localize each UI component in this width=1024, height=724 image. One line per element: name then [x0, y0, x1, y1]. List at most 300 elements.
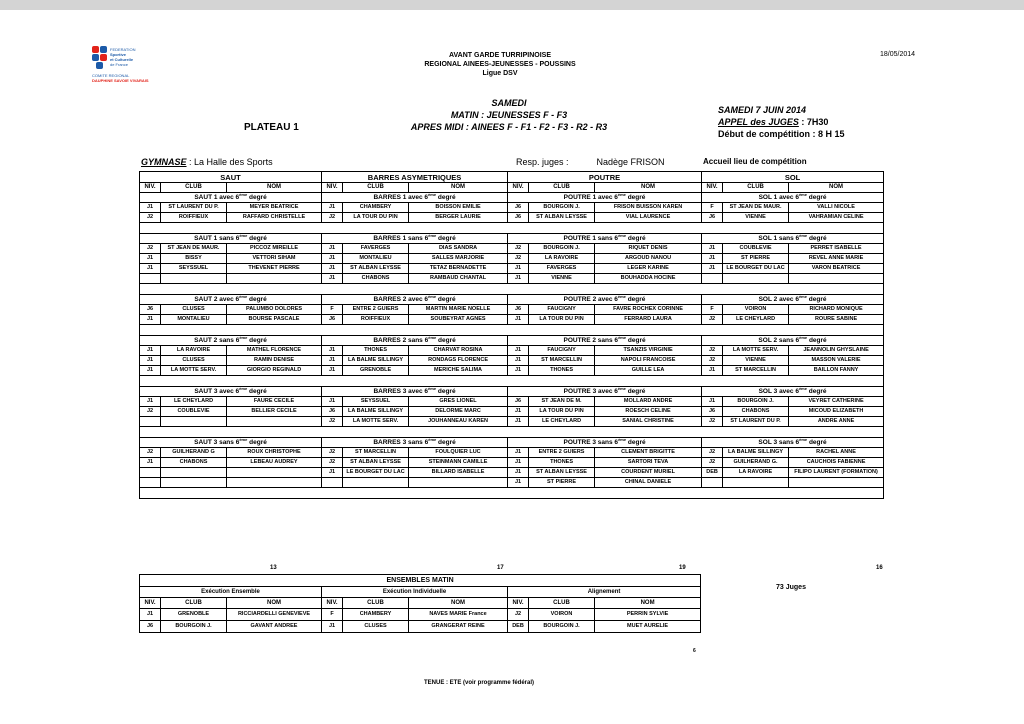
- cell-nom: MASSON VALERIE: [789, 356, 884, 366]
- cell-niv: J1: [508, 356, 529, 366]
- table-row: [140, 346, 884, 356]
- execution-individuelle-header: Exécution Individuelle: [322, 587, 508, 598]
- group-title-sup: ème: [239, 437, 248, 442]
- group-title: [140, 387, 322, 397]
- cell-niv: J2: [702, 346, 723, 356]
- column-header-club: CLUB: [723, 183, 789, 193]
- cell-niv: J1: [140, 366, 161, 376]
- group-title-text: POUTRE 1 sans 6: [563, 235, 619, 242]
- cell-nom: BAILLON FANNY: [789, 366, 884, 376]
- group-title: [702, 336, 884, 346]
- column-header-nom: NOM: [227, 598, 322, 609]
- cell-niv: F: [702, 305, 723, 315]
- group-title-row: [140, 387, 884, 397]
- cell-club: CLUSES: [161, 356, 227, 366]
- cell-nom: MICOUD ELIZABETH: [789, 407, 884, 417]
- cell-nom: VEYRET CATHERINE: [789, 397, 884, 407]
- group-title-suffix: degré: [807, 439, 827, 446]
- group-title-text: BARRES 3 avec 6: [373, 388, 429, 395]
- club-name: AVANT GARDE TURRIPINOISE: [448, 52, 552, 59]
- table-row: [140, 244, 884, 254]
- cell-nom: PERRET ISABELLE: [789, 244, 884, 254]
- group-title-suffix: degré: [436, 194, 456, 201]
- cell-club: VIENNE: [723, 356, 789, 366]
- group-title-suffix: degré: [247, 439, 267, 446]
- fscf-logo: FEDERATION Sportive et Culturelle de France COMITE REGIONAL DAUPHINE SAVOIE VIVARAIS: [92, 47, 149, 83]
- group-title-suffix: degré: [436, 388, 456, 395]
- cell-nom: BELLIER CECILE: [227, 407, 322, 417]
- cell-club: ST MARCELLIN: [343, 448, 409, 458]
- group-title: [508, 387, 702, 397]
- cell-niv: J2: [508, 609, 529, 621]
- cell-nom: PERRIN SYLVIE: [595, 609, 701, 621]
- cell-nom: MOLLARD ANDRE: [595, 397, 702, 407]
- group-title-suffix: degré: [625, 296, 646, 303]
- cell-club: THONES: [529, 366, 595, 376]
- group-title-text: SAUT 3 sans 6: [194, 439, 240, 446]
- group-title-sup: ème: [428, 335, 437, 340]
- group-title-suffix: degré: [807, 337, 827, 344]
- column-header-niv: NIV.: [702, 183, 723, 193]
- group-title-sup: ème: [239, 335, 248, 340]
- group-title-suffix: degré: [806, 296, 827, 303]
- cell-nom: MATHEL FLORENCE: [227, 346, 322, 356]
- group-title-row: [140, 438, 884, 448]
- cell-club: LA TOUR DU PIN: [343, 213, 409, 223]
- schedule-day: SAMEDI: [491, 98, 527, 108]
- group-title-suffix: degré: [247, 296, 267, 303]
- cell-nom: [227, 468, 322, 478]
- cell-nom: FERRARD LAURA: [595, 315, 702, 325]
- group-title-suffix: degré: [247, 235, 267, 242]
- cell-niv: J2: [508, 254, 529, 264]
- group-title-text: SOL 3 avec 6: [758, 388, 799, 395]
- column-header-niv: NIV.: [322, 183, 343, 193]
- cell-nom: ROESCH CELINE: [595, 407, 702, 417]
- cell-club: LA BALME SILLINGY: [343, 407, 409, 417]
- cell-nom: JEANNOLIN GHYSLAINE: [789, 346, 884, 356]
- cell-nom: RICHARD MONIQUE: [789, 305, 884, 315]
- cell-niv: J1: [140, 346, 161, 356]
- group-title-sup: ème: [798, 386, 807, 391]
- ensembles-column-header-row: [140, 598, 701, 609]
- cell-niv: J6: [140, 305, 161, 315]
- resp-value: Nadège FRISON: [596, 157, 665, 167]
- spacer-cell: [140, 325, 884, 336]
- cell-club: MONTALIEU: [161, 315, 227, 325]
- cell-club: ST JEAN DE M.: [529, 397, 595, 407]
- cell-niv: J2: [140, 244, 161, 254]
- cell-niv: [140, 478, 161, 488]
- group-title-text: SAUT 2 avec 6: [194, 296, 240, 303]
- cell-nom: VALLI NICOLE: [789, 203, 884, 213]
- group-title-suffix: degré: [247, 388, 267, 395]
- cell-niv: J2: [140, 213, 161, 223]
- table-row: [140, 305, 884, 315]
- cell-niv: J2: [140, 407, 161, 417]
- cell-niv: J6: [322, 315, 343, 325]
- group-title-text: POUTRE 2 sans 6: [563, 337, 619, 344]
- cell-nom: [227, 274, 322, 284]
- cell-niv: J2: [508, 244, 529, 254]
- column-header-nom: NOM: [227, 183, 322, 193]
- cell-club: BISSY: [161, 254, 227, 264]
- plateau-title: PLATEAU 1: [244, 122, 299, 133]
- cell-niv: J1: [322, 346, 343, 356]
- cell-nom: [789, 274, 884, 284]
- table-row: [140, 609, 701, 621]
- cell-club: [161, 478, 227, 488]
- gymnase-line: [141, 157, 273, 167]
- spacer-row: [140, 284, 884, 295]
- cell-nom: RACHEL ANNE: [789, 448, 884, 458]
- group-title-sup: ème: [798, 294, 807, 299]
- cell-niv: J6: [508, 397, 529, 407]
- group-title-text: SAUT 2 sans 6: [194, 337, 240, 344]
- group-title: [322, 438, 508, 448]
- cell-nom: PALUMBO DOLORES: [227, 305, 322, 315]
- accueil-label: Accueil lieu de compétition: [703, 157, 807, 166]
- schedule-morning: MATIN : JEUNESSES F - F3: [450, 110, 568, 120]
- cell-club: LA MOTTE SERV.: [161, 366, 227, 376]
- group-title-text: SOL 1 avec 6: [758, 194, 799, 201]
- cell-nom: GIORGIO REGINALD: [227, 366, 322, 376]
- ensembles-title: ENSEMBLES MATIN: [140, 575, 701, 587]
- cell-niv: J1: [508, 264, 529, 274]
- group-title: [702, 193, 884, 203]
- cell-niv: J1: [702, 254, 723, 264]
- column-header-club: CLUB: [529, 598, 595, 609]
- cell-niv: J1: [508, 346, 529, 356]
- table-row: [140, 417, 884, 427]
- resp-label: Resp. juges :: [516, 157, 569, 167]
- cell-niv: F: [702, 203, 723, 213]
- cell-niv: J1: [508, 366, 529, 376]
- cell-nom: NAVES MARIE France: [409, 609, 508, 621]
- cell-nom: PICCOZ MIREILLE: [227, 244, 322, 254]
- group-title-text: BARRES 2 sans 6: [373, 337, 429, 344]
- cell-nom: RAMBAUD CHANTAL: [409, 274, 508, 284]
- cell-club: SEYSSUEL: [161, 264, 227, 274]
- cell-club: ST PIERRE: [723, 254, 789, 264]
- column-header-club: CLUB: [529, 183, 595, 193]
- group-title-text: POUTRE 3 avec 6: [563, 388, 618, 395]
- cell-niv: J1: [508, 448, 529, 458]
- cell-niv: DEB: [508, 621, 529, 633]
- group-title: [702, 387, 884, 397]
- cell-club: SEYSSUEL: [343, 397, 409, 407]
- spacer-cell: [140, 427, 884, 438]
- cell-nom: FILIPO LAURENT (FORMATION): [789, 468, 884, 478]
- cell-nom: CLEMENT BRIGITTE: [595, 448, 702, 458]
- group-title-suffix: degré: [436, 439, 456, 446]
- cell-niv: J6: [508, 305, 529, 315]
- total-poutre: 19: [679, 565, 686, 571]
- group-title-suffix: degré: [436, 296, 456, 303]
- cell-niv: J6: [702, 213, 723, 223]
- cell-nom: REVEL ANNE MARIE: [789, 254, 884, 264]
- cell-nom: RIQUET DENIS: [595, 244, 702, 254]
- group-title-suffix: degré: [626, 235, 646, 242]
- cell-niv: J1: [322, 356, 343, 366]
- cell-niv: F: [322, 305, 343, 315]
- cell-nom: FAURE CECILE: [227, 397, 322, 407]
- cell-club: ST ALBAN LEYSSE: [529, 468, 595, 478]
- cell-club: LA BALME SILLINGY: [723, 448, 789, 458]
- cell-club: GRENOBLE: [161, 609, 227, 621]
- column-header-niv: NIV.: [508, 183, 529, 193]
- group-title-suffix: degré: [436, 337, 456, 344]
- cell-niv: J1: [322, 274, 343, 284]
- table-row: [140, 254, 884, 264]
- group-title-row: [140, 336, 884, 346]
- table-row: [140, 621, 701, 633]
- group-title: [702, 234, 884, 244]
- group-title-sup: ème: [428, 437, 437, 442]
- cell-club: LA TOUR DU PIN: [529, 315, 595, 325]
- cell-niv: J1: [508, 458, 529, 468]
- column-header-niv: NIV.: [322, 598, 343, 609]
- group-title: [322, 193, 508, 203]
- column-header-nom: NOM: [789, 183, 884, 193]
- table-row: [140, 213, 884, 223]
- group-title-sup: ème: [618, 233, 627, 238]
- group-title: [702, 438, 884, 448]
- cell-nom: FRISON BUISSON KAREN: [595, 203, 702, 213]
- column-header-club: CLUB: [343, 183, 409, 193]
- cell-nom: RAMIN DENISE: [227, 356, 322, 366]
- table-row: [140, 478, 884, 488]
- debut-competition: Début de compétition : 8 H 15: [718, 129, 845, 139]
- cell-nom: [789, 478, 884, 488]
- cell-club: ST LAURENT DU P.: [161, 203, 227, 213]
- spacer-cell: [140, 376, 884, 387]
- alignement-header: Alignement: [508, 587, 701, 598]
- cell-niv: J2: [140, 448, 161, 458]
- cell-club: ST MARCELLIN: [723, 366, 789, 376]
- group-title: [508, 234, 702, 244]
- group-title-text: SOL 2 sans 6: [758, 337, 800, 344]
- cell-nom: GRES LIONEL: [409, 397, 508, 407]
- cell-nom: SALLES MARJORIE: [409, 254, 508, 264]
- cell-nom: VARON BEATRICE: [789, 264, 884, 274]
- cell-club: BOURGOIN J.: [723, 397, 789, 407]
- cell-niv: J1: [702, 244, 723, 254]
- cell-niv: J1: [702, 264, 723, 274]
- event-name: REGIONAL AINEES-JEUNESSES - POUSSINS: [424, 61, 576, 68]
- group-title: [140, 336, 322, 346]
- cell-club: LE CHEYLARD: [161, 397, 227, 407]
- group-title-row: [140, 193, 884, 203]
- group-title: [702, 295, 884, 305]
- cell-nom: ANDRE ANNE: [789, 417, 884, 427]
- group-title-sup: ème: [799, 437, 808, 442]
- column-header-club: CLUB: [343, 598, 409, 609]
- cell-niv: J2: [702, 458, 723, 468]
- group-title-suffix: degré: [806, 194, 827, 201]
- spacer-cell: [140, 284, 884, 295]
- gymnase-value: : La Halle des Sports: [189, 157, 273, 167]
- cell-nom: BOISSON EMILIE: [409, 203, 508, 213]
- cell-nom: ROURE SABINE: [789, 315, 884, 325]
- cell-niv: J6: [702, 407, 723, 417]
- document-date: 18/05/2014: [880, 51, 916, 58]
- cell-nom: THEVENET PIERRE: [227, 264, 322, 274]
- competition-date: SAMEDI 7 JUIN 2014: [718, 105, 807, 115]
- cell-niv: J1: [322, 254, 343, 264]
- cell-nom: MERICHE SALIMA: [409, 366, 508, 376]
- cell-niv: J1: [702, 366, 723, 376]
- cell-club: VOIRON: [723, 305, 789, 315]
- cell-nom: GUILLE LEA: [595, 366, 702, 376]
- cell-club: LA RAVOIRE: [161, 346, 227, 356]
- cell-niv: J6: [322, 407, 343, 417]
- cell-nom: BOURSE PASCALE: [227, 315, 322, 325]
- cell-club: CHABONS: [161, 458, 227, 468]
- cell-club: BOURGOIN J.: [529, 621, 595, 633]
- cell-niv: J6: [508, 203, 529, 213]
- cell-club: [161, 274, 227, 284]
- cell-club: CLUSES: [161, 305, 227, 315]
- group-title-text: SAUT 1 sans 6: [194, 235, 240, 242]
- cell-nom: CHARVAT ROSINA: [409, 346, 508, 356]
- group-title: [322, 295, 508, 305]
- cell-niv: [140, 417, 161, 427]
- cell-nom: CHINAL DANIELE: [595, 478, 702, 488]
- cell-nom: JOUHANNEAU KAREN: [409, 417, 508, 427]
- spacer-cell: [140, 488, 884, 499]
- cell-nom: ARGOUD NANOU: [595, 254, 702, 264]
- group-title-text: BARRES 1 sans 6: [373, 235, 429, 242]
- tenue-note: TENUE : ETE (voir programme fédéral): [424, 680, 535, 686]
- cell-nom: [227, 417, 322, 427]
- competition-info: [718, 104, 845, 140]
- group-title: [322, 234, 508, 244]
- cell-club: LE CHEYLARD: [723, 315, 789, 325]
- ensembles-total: 6: [693, 648, 696, 654]
- group-title-suffix: degré: [807, 235, 827, 242]
- cell-niv: J1: [322, 621, 343, 633]
- group-title-text: SOL 2 avec 6: [758, 296, 799, 303]
- cell-club: ST ALBAN LEYSSE: [343, 264, 409, 274]
- cell-club: BOURGOIN J.: [161, 621, 227, 633]
- judges-table: [139, 171, 884, 499]
- cell-nom: DIAS SANDRA: [409, 244, 508, 254]
- group-title: [140, 295, 322, 305]
- cell-club: VIENNE: [723, 213, 789, 223]
- cell-club: LA MOTTE SERV.: [343, 417, 409, 427]
- cell-nom: RICCIARDELLI GENEVIEVE: [227, 609, 322, 621]
- cell-nom: SOUBEYRAT AGNES: [409, 315, 508, 325]
- cell-club: CHABONS: [723, 407, 789, 417]
- group-title: [140, 234, 322, 244]
- cell-nom: RONDAGS FLORENCE: [409, 356, 508, 366]
- cell-niv: J1: [508, 478, 529, 488]
- group-title-sup: ème: [239, 233, 248, 238]
- cell-niv: [322, 478, 343, 488]
- resp-juges: [516, 157, 665, 167]
- spacer-row: [140, 223, 884, 234]
- group-title-suffix: degré: [625, 388, 646, 395]
- cell-niv: J1: [322, 203, 343, 213]
- appel-time: : 7H30: [801, 117, 829, 127]
- cell-club: LA RAVOIRE: [723, 468, 789, 478]
- table-row: [140, 315, 884, 325]
- column-header-club: CLUB: [161, 598, 227, 609]
- cell-niv: J2: [322, 213, 343, 223]
- cell-nom: MUET AURELIE: [595, 621, 701, 633]
- cell-niv: F: [322, 609, 343, 621]
- group-title: [508, 336, 702, 346]
- execution-ensemble-header: Exécution Ensemble: [140, 587, 322, 598]
- cell-niv: J2: [702, 356, 723, 366]
- group-title-sup: ème: [618, 437, 627, 442]
- table-row: [140, 407, 884, 417]
- cell-niv: J1: [508, 407, 529, 417]
- cell-nom: COURDENT MURIEL: [595, 468, 702, 478]
- cell-nom: STEINMANN CAMILLE: [409, 458, 508, 468]
- group-title-suffix: degré: [626, 439, 646, 446]
- section-header: POUTRE: [508, 172, 702, 183]
- cell-club: FAUCIGNY: [529, 346, 595, 356]
- group-title-text: BARRES 1 avec 6: [373, 194, 429, 201]
- table-row: [140, 397, 884, 407]
- cell-niv: J1: [508, 274, 529, 284]
- cell-club: CHABONS: [343, 274, 409, 284]
- spacer-row: [140, 427, 884, 438]
- cell-niv: J1: [140, 356, 161, 366]
- cell-niv: J1: [322, 397, 343, 407]
- cell-niv: J2: [322, 417, 343, 427]
- cell-niv: DEB: [702, 468, 723, 478]
- cell-niv: [140, 274, 161, 284]
- cell-niv: J1: [508, 468, 529, 478]
- group-title: [140, 193, 322, 203]
- cell-nom: BOUHADDA HOCINE: [595, 274, 702, 284]
- cell-niv: J1: [322, 264, 343, 274]
- top-gray-bar: [0, 0, 1024, 10]
- group-title-suffix: degré: [247, 337, 267, 344]
- cell-club: FAVERGES: [343, 244, 409, 254]
- cell-club: CHAMBERY: [343, 203, 409, 213]
- cell-nom: BERGER LAURIE: [409, 213, 508, 223]
- cell-club: FAVERGES: [529, 264, 595, 274]
- cell-club: LE CHEYLARD: [529, 417, 595, 427]
- cell-club: COUBLEVIE: [161, 407, 227, 417]
- table-row: [140, 274, 884, 284]
- group-title-text: SOL 3 sans 6: [758, 439, 800, 446]
- group-title-sup: ème: [428, 294, 437, 299]
- group-title: [508, 295, 702, 305]
- cell-niv: [702, 478, 723, 488]
- group-title-text: SOL 1 sans 6: [758, 235, 800, 242]
- group-title-suffix: degré: [436, 235, 456, 242]
- group-title-row: [140, 234, 884, 244]
- group-title-sup: ème: [239, 294, 248, 299]
- group-title-text: POUTRE 3 sans 6: [563, 439, 619, 446]
- cell-niv: J2: [702, 448, 723, 458]
- spacer-cell: [140, 223, 884, 234]
- group-title-suffix: degré: [806, 388, 827, 395]
- cell-nom: ROUX CHRISTOPHE: [227, 448, 322, 458]
- group-title-text: POUTRE 2 avec 6: [563, 296, 618, 303]
- cell-nom: FOULQUIER LUC: [409, 448, 508, 458]
- cell-club: FAUCIGNY: [529, 305, 595, 315]
- total-barres: 17: [497, 565, 504, 571]
- cell-club: GUILHERAND G.: [723, 458, 789, 468]
- group-title-sup: ème: [428, 233, 437, 238]
- group-title-sup: ème: [799, 233, 808, 238]
